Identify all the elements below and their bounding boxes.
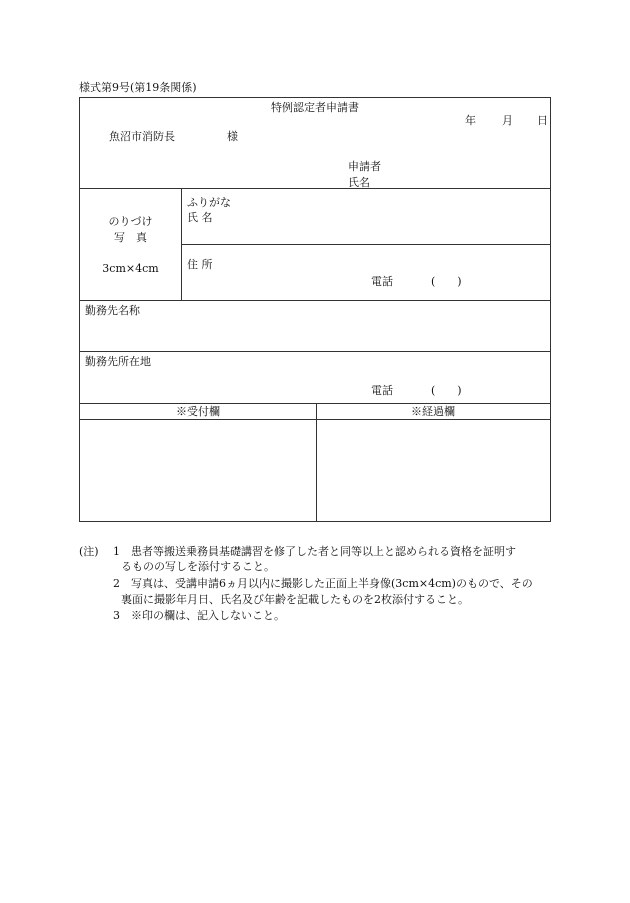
divider-photo-workplace <box>80 300 550 301</box>
notes-prefix: (注) <box>79 545 99 558</box>
note-2-line-1: 写真は、受講申請6ヵ月以内に撮影した正面上半身像(3cm×4cm)のもので、その <box>131 577 533 590</box>
application-form <box>79 97 551 522</box>
form-title: 特例認定者申請書 <box>271 101 359 114</box>
note-2-number: 2 <box>113 577 120 590</box>
applicant-label: 申請者 <box>348 160 381 173</box>
divider-office-columns <box>316 403 317 521</box>
note-1-line-1: 患者等搬送乗務員基礎講習を修了した者と同等以上と認められる資格を証明す <box>131 545 516 558</box>
divider-header <box>80 188 550 189</box>
name-label: 氏 名 <box>187 211 213 224</box>
applicant-name-label: 氏名 <box>348 176 370 189</box>
note-3-line-1: ※印の欄は、記入しないこと。 <box>131 609 285 622</box>
date-day: 日 <box>537 114 548 127</box>
date-year: 年 <box>465 114 476 127</box>
divider-workplace <box>80 351 550 352</box>
divider-photo <box>181 188 182 300</box>
divider-name-address <box>181 244 550 245</box>
date-month: 月 <box>502 114 513 127</box>
reception-column-header: ※受付欄 <box>176 405 220 418</box>
note-1-line-2: るものの写しを添付すること。 <box>121 560 275 573</box>
address-label: 住 所 <box>187 258 213 271</box>
photo-paste-label: のりづけ <box>108 215 153 228</box>
phone-label: 電話 <box>371 275 393 288</box>
phone-parens: ( ) <box>431 275 462 288</box>
photo-size: 3cm×4cm <box>102 262 159 275</box>
workplace-address-label: 勤務先所在地 <box>85 355 151 368</box>
note-2-line-2: 裏面に撮影年月日、氏名及び年齢を記載したものを2枚添付すること。 <box>121 593 469 606</box>
form-number: 様式第9号(第19条関係) <box>79 81 197 94</box>
addressee-name: 魚沼市消防長 <box>109 130 175 143</box>
photo-label: 写 真 <box>114 231 147 244</box>
workplace-phone-parens: ( ) <box>431 384 462 397</box>
workplace-phone-label: 電話 <box>371 384 393 397</box>
note-1-number: 1 <box>113 545 120 558</box>
addressee-honorific: 様 <box>227 130 238 143</box>
furigana-label: ふりがな <box>187 196 231 209</box>
workplace-name-label: 勤務先名称 <box>85 304 140 317</box>
divider-office-use <box>80 403 550 404</box>
divider-office-use-header <box>80 419 550 420</box>
progress-column-header: ※経過欄 <box>411 405 455 418</box>
note-3-number: 3 <box>113 609 120 622</box>
